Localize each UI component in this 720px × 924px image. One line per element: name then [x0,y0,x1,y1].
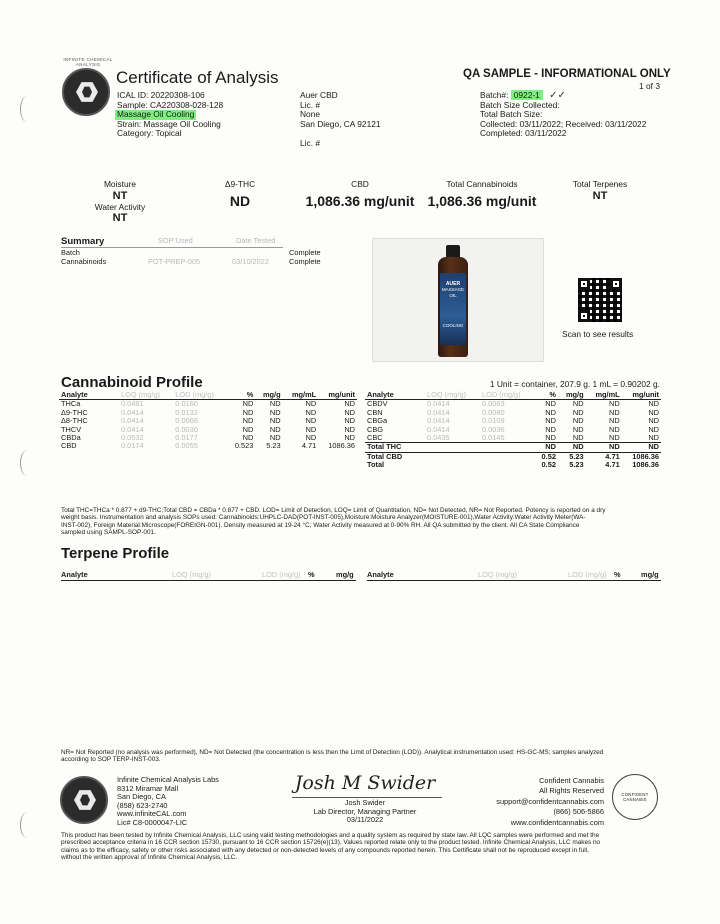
cannabinoid-profile-title: Cannabinoid Profile [61,374,203,391]
disclaimer-line4: without the written approval of Infinite Chemical Analysis, LLC. [61,854,238,862]
cell-percent: ND [545,433,556,443]
water-activity-value: NT [112,212,128,225]
total-mgml: ND [586,443,622,452]
cell-mgunit: ND [344,407,355,417]
cell-analyte: CBC [367,433,383,443]
potency-note-line4: sampled using SAMPL-SOP-001. [61,529,156,537]
total-cannabinoids-value: 1,086.36 mg/unit [427,192,537,209]
terp-col-mgg-right: mg/g [641,570,659,579]
cbd-block [300,180,420,212]
cell-mgg: ND [572,416,584,426]
total-mgg: ND [558,443,586,452]
cell-mgg: ND [269,416,281,426]
total-cannabinoids-label: Total Cannabinoids [446,179,518,189]
terp-col-loq-right: LOQ (mg/g) [478,570,518,579]
cbd-value: 1,086.36 mg/unit [305,192,415,209]
cell-mgml: ND [609,433,620,443]
qr-corner-bl [578,310,590,322]
cell-mgg: ND [572,433,584,443]
client-lic2: Lic. # [300,138,321,148]
thc-block [210,180,270,212]
signer-title: Lab Director, Managing Partner [313,806,417,816]
bottle-label [440,273,466,345]
product-name-highlight: Massage Oil Cooling [117,109,195,119]
cell-loq: 0.0414 [427,424,450,434]
cell-loq: 0.0174 [121,441,144,451]
cell-lod: 0.0145 [481,433,505,443]
total-cannabinoids-block [422,180,542,212]
qa-notice: QA SAMPLE - INFORMATIONAL ONLY [463,68,671,80]
cell-mgunit: ND [648,399,659,409]
cell-mgunit: ND [344,424,355,434]
cell-lod: 0.0177 [175,433,198,443]
strain: Strain: Massage Oil Cooling [117,119,221,129]
disclaimer [61,832,661,862]
potency-note-line2: weight basis. Instrumentation and analysis SOPs used: Cannabinoids:UHPLC-DAD(POT-INST-005),Moisture:Moisture Analyzer(MOISTURE-001),Water Activity:Water Activity Meter(WA- [61,514,586,522]
summary-row-cannabinoids-name: Cannabinoids [61,257,107,266]
cell-mgg: ND [269,433,281,443]
summary-row-cannabinoids-date: 03/10/2022 [232,257,269,266]
total-percent: 0.52 [541,460,556,470]
summary-row-cannabinoids-sop: POT-PREP-005 [148,257,201,266]
signer-block [290,799,440,825]
col-lod-right: LOD (mg/g) [480,391,534,400]
cell-mgml: 4.71 [301,441,317,451]
batch-value-highlight: 0922-1 [511,90,543,100]
qr-code[interactable] [578,278,622,322]
cell-mgunit: ND [648,416,659,426]
total-mgg: 5.23 [569,460,584,470]
batch-label: Batch#: [480,90,511,100]
cell-analyte: THCV [61,424,82,434]
potency-note-line3: INST-002), Foreign Material:Microscope(FOREIGN-001). Density measured at 19-24 °C, Water Activity measured at 0-90% RH. All QA submitted by the client. All CA State Compliance [61,521,580,529]
total-mgml: 4.71 [605,460,620,470]
footer-lab-web[interactable]: www.infiniteCAL.com [117,809,187,819]
summary-row-batch-status: Complete [289,248,321,257]
cc-name: Confident Cannabis [539,776,604,785]
col-analyte: Analyte [59,391,119,400]
total-terpenes-value: NT [592,189,608,202]
summary-col-date: Date Tested [236,236,276,245]
collected-received: Collected: 03/11/2022; Received: 03/11/2022 [480,119,647,129]
terp-col-lod: LOD (mg/g) [262,570,301,579]
cell-mgml: ND [305,407,317,417]
signer-name: Josh Swider [344,798,386,807]
cell-mgg: ND [572,399,584,409]
cell-loq: 0.0414 [427,407,450,417]
col-mgunit-right: mg/unit [622,391,661,400]
cell-mgml: ND [609,424,620,434]
total-mgunit: 1086.36 [622,452,661,461]
client-addr1: None [300,109,321,119]
client-addr2: San Diego, CA 92121 [300,119,381,129]
binder-hole-middle [20,450,34,476]
cell-mgml: ND [305,399,317,409]
disclaimer-line3: claims as to the efficacy, safety or other risks associated with any detected or non-detected levels of any compounds reported herein. This Certificate shall not be reproduced except in full, [61,846,589,854]
total-row [365,443,661,452]
footer-lab-addr2: San Diego, CA [117,792,166,802]
col-lod: LOD (mg/g) [173,391,227,400]
cell-mgunit: ND [344,433,355,443]
cell-mgunit: 1086.36 [328,441,355,451]
terp-col-percent: % [308,570,315,579]
total-terpenes-block [560,180,640,203]
col-loq: LOQ (mg/g) [119,391,173,400]
terp-col-analyte: Analyte [61,570,88,579]
cc-web[interactable]: www.confidentcannabis.com [510,817,604,827]
terp-col-lod-right: LOD (mg/g) [568,570,607,579]
total-percent: ND [534,443,558,452]
total-percent: 0.52 [534,452,558,461]
cell-mgml: ND [609,399,620,409]
qr-caption: Scan to see results [562,329,634,339]
cell-percent: ND [545,399,556,409]
cell-percent: ND [545,416,556,426]
cc-email[interactable]: support@confidentcannabis.com [496,796,604,806]
cc-seal [612,774,658,820]
moisture-block [80,180,160,225]
qr-corner-tl [578,278,590,290]
unit-note: 1 Unit = container, 207.9 g. 1 mL = 0.90202 g. [489,379,660,389]
thc-value: ND [229,192,251,209]
cell-percent: 0.523 [234,441,254,451]
cell-percent: ND [242,424,254,434]
col-loq-right: LOQ (mg/g) [425,391,480,400]
cell-mgml: ND [305,433,317,443]
cell-mgunit: ND [648,424,659,434]
total-mgml: 4.71 [586,452,622,461]
col-mgml: mg/mL [283,391,319,400]
cell-mgunit: ND [648,407,659,417]
cc-info [470,776,604,828]
sign-date: 03/11/2022 [346,815,384,825]
cell-analyte: CBDa [61,433,81,443]
client-lic: Lic. # [300,100,321,110]
total-mgunit: ND [622,443,661,452]
cell-loq: 0.0414 [121,424,144,434]
cc-rights: All Rights Reserved [539,786,604,796]
ical-id: ICAL ID: 20220308-106 [117,90,205,100]
total-mgg: 5.23 [558,452,586,461]
summary-rule [61,247,283,248]
moisture-label: Moisture [103,179,137,189]
total-mgunit: 1086.36 [632,460,659,470]
col-mgml-right: mg/mL [586,391,622,400]
disclaimer-line2: prescribed acceptance criteria in 16 CCR section 15730, pursuant to 16 CCR section 15726(e)(13). Values reported relate only to the product tested. Infinite Chemical Analysis, LLC makes no [61,839,601,847]
client-name: Auer CBD [300,90,338,100]
page-number: 1 of 3 [639,81,660,91]
cell-mgg: ND [572,407,584,417]
lab-logo-hex-icon [76,81,98,103]
lab-logo-text: INFINITE CHEMICAL ANALYSIS [63,57,113,67]
total-batch-size: Total Batch Size: [480,109,543,119]
cell-mgml: ND [609,416,620,426]
cell-loq: 0.0414 [121,407,144,417]
col-percent: % [227,391,255,400]
col-analyte-right: Analyte [365,391,425,400]
cell-mgg: ND [269,407,281,417]
cell-mgunit: ND [344,416,355,426]
cell-loq: 0.0435 [427,433,450,443]
cell-lod: 0.0160 [175,399,198,409]
cell-mgml: ND [609,407,620,417]
terpene-footnote [61,749,661,764]
bottle-line3: COOLING [442,323,464,328]
cell-analyte: CBN [367,407,383,417]
table-row [59,442,357,450]
cell-loq: 0.0481 [121,399,144,409]
category: Category: Topical [117,128,182,138]
product-photo [372,238,544,362]
total-label: Total [367,460,385,470]
cell-lod: 0.0066 [175,416,198,426]
cell-mgunit: ND [648,433,659,443]
binder-hole-top [20,96,34,122]
summary-col-sop: SOP Used [158,236,193,245]
total-terpenes-label: Total Terpenes [572,179,628,189]
cell-lod: 0.0080 [481,407,505,417]
disclaimer-line1: This product has been tested by Infinite Chemical Analysis, LLC using valid testing methodologies and a quality system as required by state law. All LQC samples were performed and met the [61,832,600,839]
terp-rule-left [61,580,356,581]
terp-col-loq: LOQ (mg/g) [172,570,212,579]
cell-lod: 0.0036 [481,424,505,434]
sample-id: Sample: CA220308-028-128 [117,100,224,110]
col-mgg: mg/g [255,391,282,400]
footer-lab-phone: (858) 623-2740 [117,800,168,810]
col-mgg-right: mg/g [558,391,586,400]
cell-mgml: ND [305,416,317,426]
cell-lod: 0.0109 [481,416,505,426]
col-mgunit: mg/unit [318,391,357,400]
cell-loq: 0.0414 [121,416,144,426]
cell-percent: ND [242,416,254,426]
footer-lab-logo-hex-icon [74,789,96,811]
cell-mgg: ND [572,424,584,434]
cell-mgg: ND [269,424,281,434]
cell-percent: ND [242,407,254,417]
cell-mgg: ND [269,399,281,409]
cell-analyte: CBG [367,424,384,434]
cell-loq: 0.0414 [427,399,450,409]
cell-mgml: ND [305,424,317,434]
cbd-label: CBD [351,179,369,189]
cell-percent: ND [545,407,556,417]
potency-note-line1: Total THC=THCa * 0.877 + d9-THC;Total CBD = CBDa * 0.877 + CBD. LOD= Limit of Detection, LOQ= Limit of Quantitation, ND= Not Detected, NR= Not Reported. Potency is reported on a dry [61,507,606,514]
cell-mgunit: ND [344,399,355,409]
moisture-value: NT [112,189,128,202]
cell-analyte: CBDV [367,399,388,409]
terp-col-mgg: mg/g [336,570,354,579]
terp-col-analyte-right: Analyte [367,570,394,579]
cell-analyte: Δ8-THC [61,416,88,426]
binder-hole-bottom [20,812,34,838]
cell-percent: ND [242,399,254,409]
total-label: Total THC [365,443,534,452]
bottle-line2: OIL [449,293,457,298]
signature: Josh M Swider [294,772,436,794]
bottle-brand: AUER [445,281,461,287]
summary-row-cannabinoids-status: Complete [289,257,321,266]
cell-analyte: THCa [61,399,81,409]
cell-loq: 0.0532 [121,433,144,443]
cannabinoid-table-left [59,391,357,451]
cannabinoid-table-right [365,391,661,470]
bottle-body [438,257,468,357]
terpene-profile-title: Terpene Profile [61,545,170,562]
cell-analyte: CBGa [367,416,388,426]
cell-analyte: CBD [61,441,77,451]
footer-lab-name: Infinite Chemical Analysis Labs [117,775,219,784]
bottle-line1: MASSAGE [441,287,465,292]
cell-lod: 0.0063 [481,399,505,409]
terp-col-percent-right: % [614,570,621,579]
total-label: Total CBD [365,452,534,461]
summary-row-batch-name: Batch [61,248,80,257]
footer-lab-lic: Lic# C8-0000047-LIC [117,817,188,827]
footer-lab-logo [60,776,108,824]
water-activity-label: Water Activity [94,201,146,212]
cell-loq: 0.0414 [427,416,450,426]
cell-lod: 0.0055 [175,441,198,451]
cell-percent: ND [242,433,254,443]
cell-percent: ND [545,424,556,434]
terpene-footnote-line2: according to SOP TERP-INST-003. [61,756,161,764]
lab-logo [62,68,110,116]
summary-title: Summary [61,236,105,247]
total-row [365,461,661,469]
page-title: Certificate of Analysis [116,68,279,87]
footer-lab-info [117,776,219,828]
cell-analyte: Δ9-THC [61,407,88,417]
cell-lod: 0.0030 [175,424,198,434]
col-percent-right: % [534,391,558,400]
potency-notes [61,507,661,537]
cc-seal-text: CONFIDENT CANNABIS [621,792,649,802]
cell-lod: 0.0132 [175,407,198,417]
thc-label: Δ9-THC [224,179,256,189]
terp-rule-right [367,580,661,581]
terpene-footnote-line1: NR= Not Reported (no analysis was performed), ND= Not Detected (the concentration is less then the Limit of Detection (LOD)). Analytical instrumentation used: HS-GC-MS; samples analyzed [61,749,604,756]
qr-corner-tr [610,278,622,290]
cell-mgg: 5.23 [266,441,281,451]
batch-checkmark: ✓✓ [549,90,566,101]
batch-size: Batch Size Collected: [480,100,560,110]
cc-phone: (866) 506-5866 [553,807,604,817]
footer-lab-addr1: 8312 Miramar Mall [117,783,179,793]
completed-date: Completed: 03/11/2022 [480,128,567,138]
